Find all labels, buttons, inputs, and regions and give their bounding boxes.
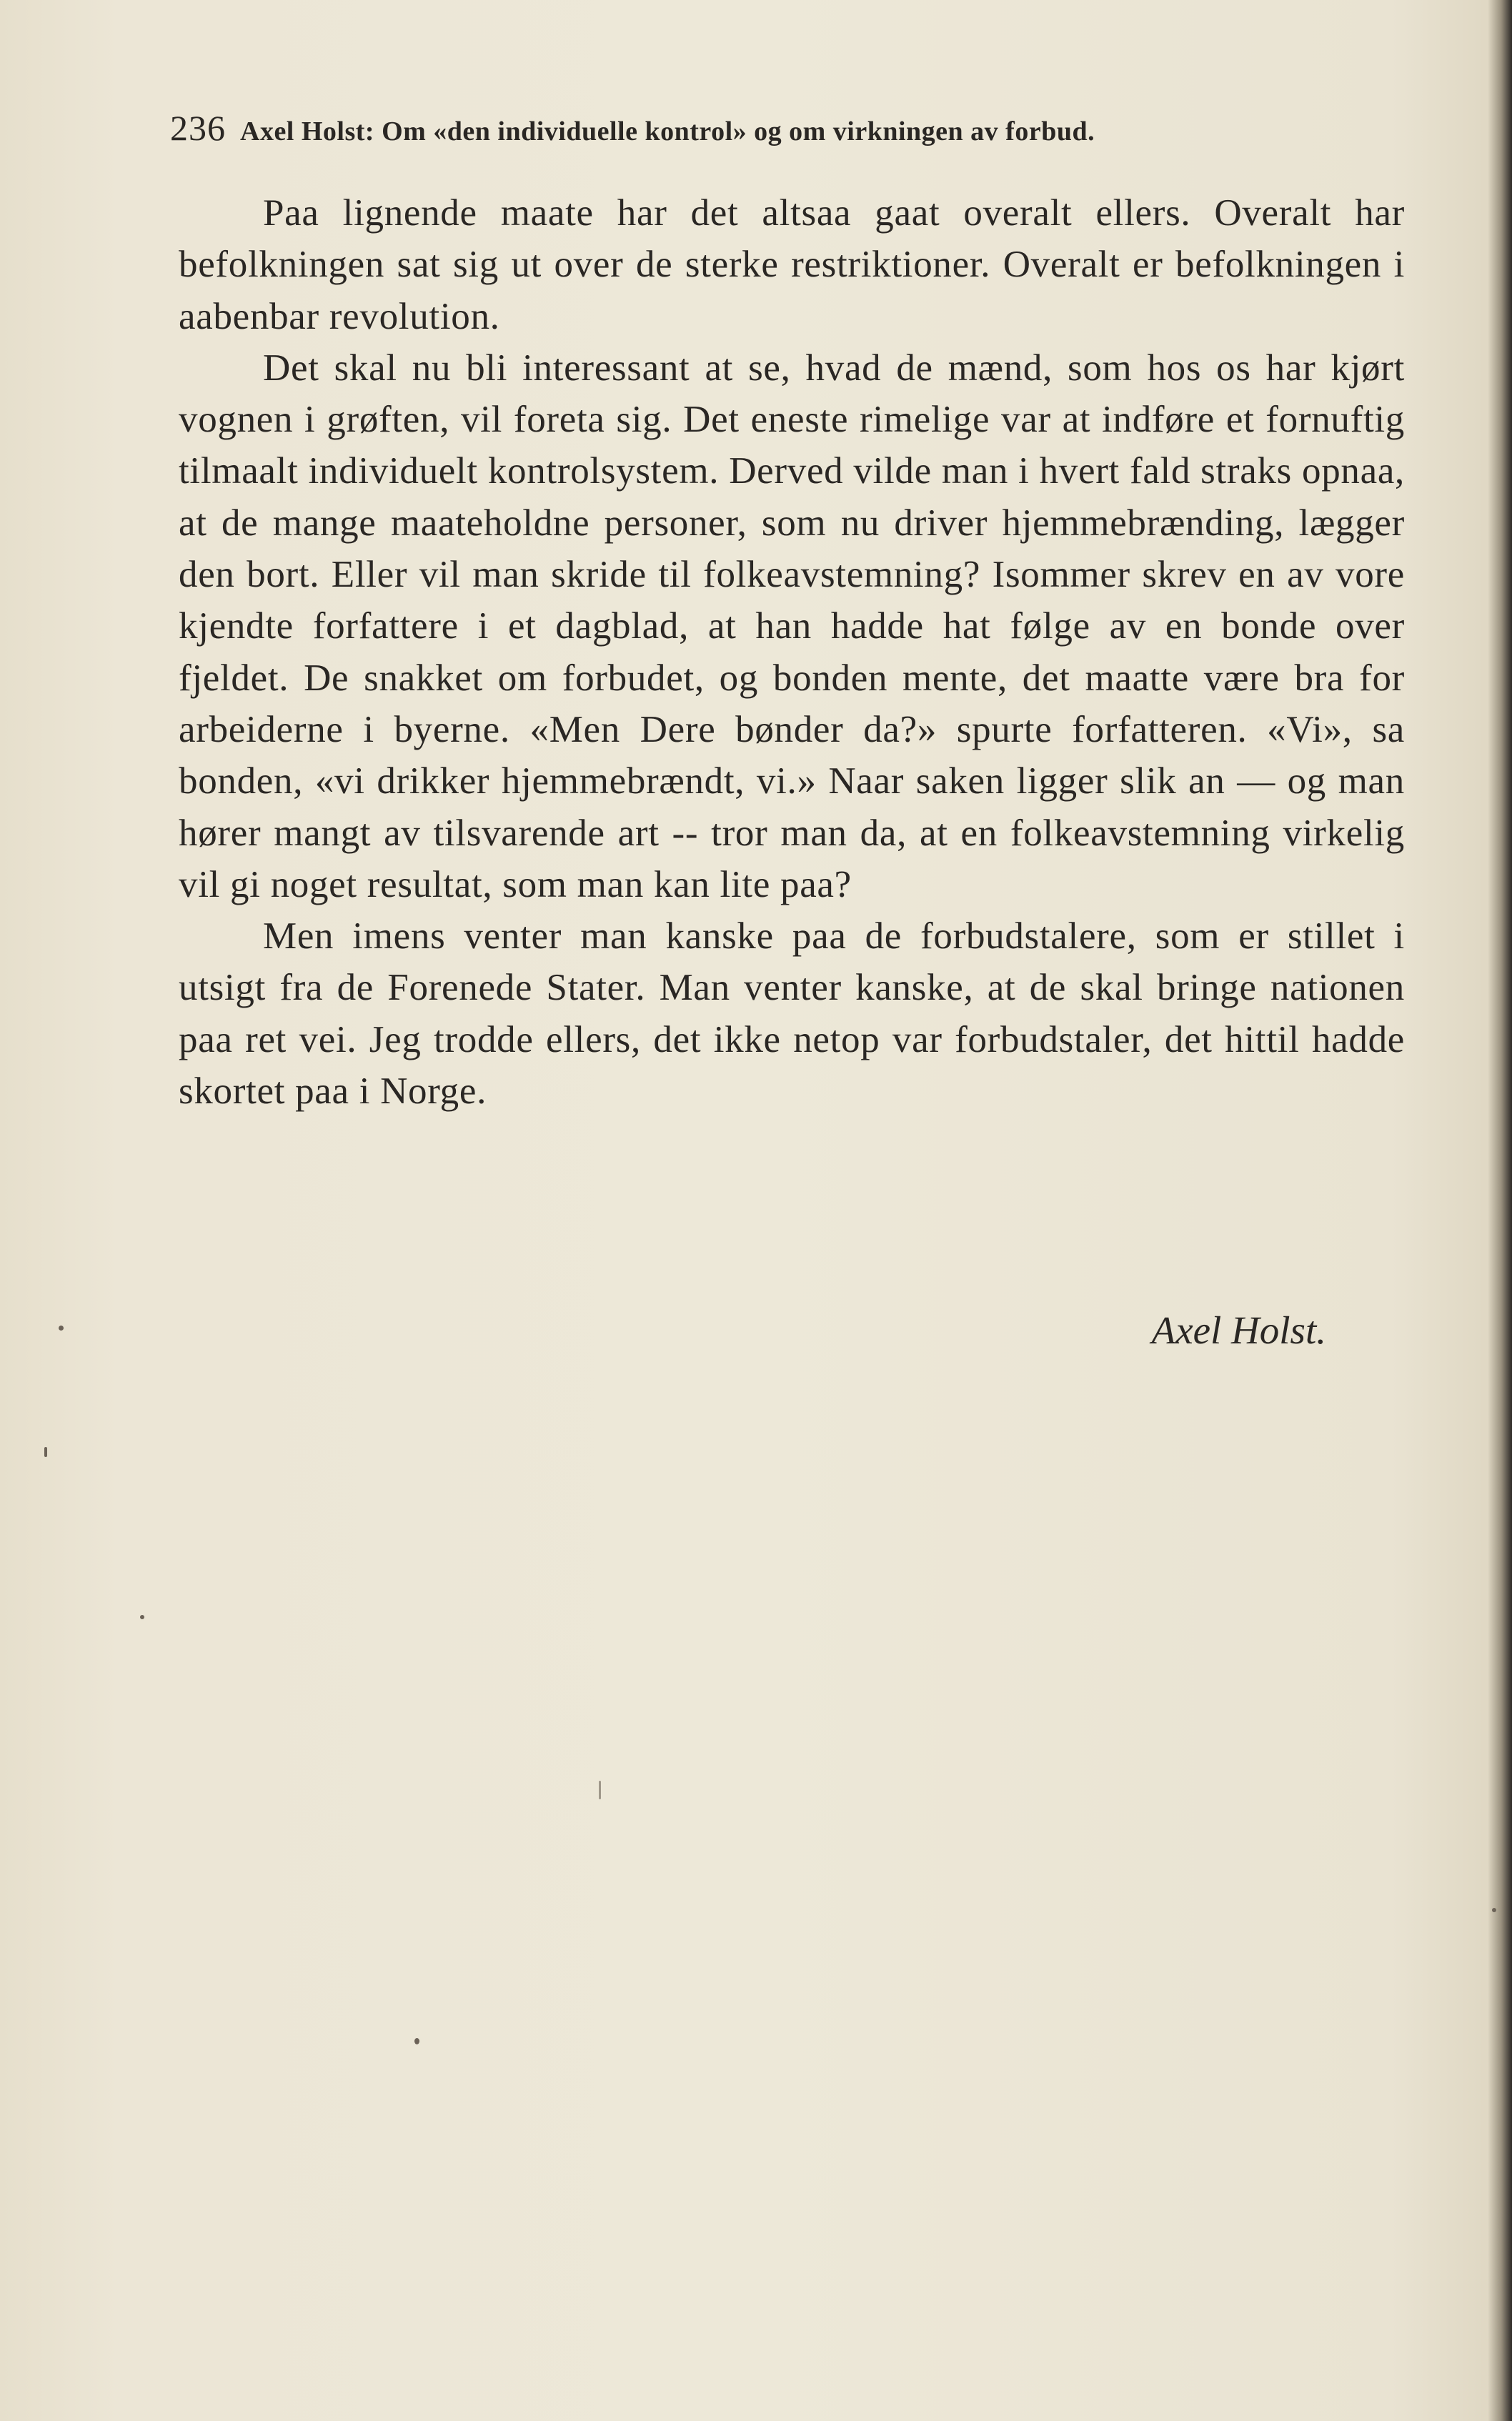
- author-signature: Axel Holst.: [1151, 1308, 1326, 1352]
- paper-speck: [44, 1447, 47, 1457]
- page-number: 236: [170, 108, 226, 148]
- paragraph-1: Paa lignende maate har det altsaa gaat overalt ellers. Overalt har befolkningen sat sig ut over de sterke restriktioner. Overalt er befolkningen i aabenbar revolution.: [179, 192, 1405, 337]
- body-text: [179, 187, 1405, 1117]
- paper-speck: [1492, 1908, 1496, 1912]
- paper-speck: [140, 1615, 144, 1619]
- paper-speck: [414, 2038, 419, 2044]
- paper-speck: [59, 1326, 64, 1331]
- running-head: [170, 107, 1399, 149]
- paper-speck: [599, 1781, 601, 1799]
- binding-edge-shadow: [1488, 0, 1512, 2421]
- running-title: Axel Holst: Om «den individuelle kontrol» og om virkningen av forbud.: [240, 116, 1095, 146]
- paragraph-3: Men imens venter man kanske paa de forbudstalere, som er stillet i utsigt fra de Forenede Stater. Man venter kanske, at de skal bringe nationen paa ret vei. Jeg trodde ellers, det ikke netop var forbudstaler, det hittil hadde skortet paa i Norge.: [179, 915, 1405, 1113]
- paragraph-2: Det skal nu bli interessant at se, hvad de mænd, som hos os har kjørt vognen i grøften, vil foreta sig. Det eneste rimelige var at indføre et fornuftig tilmaalt individuelt kontrolsystem. Derved vilde man i hvert fald straks opnaa, at de mange maateholdne personer, som nu driver hjemmebrænding, lægger den bort. Eller vil man skride til folkeavstemning? Isommer skrev en av vore kjendte forfattere i et dagblad, at han hadde hat følge av en bonde over fjeldet. De snakket om forbudet, og bonden mente, det maatte være bra for arbeiderne i byerne. «Men Dere bønder da?» spurte forfatteren. «Vi», sa bonden, «vi drikker hjemmebrændt, vi.» Naar saken ligger slik an — og man hører mangt av tilsvarende art -- tror man da, at en folkeavstemning virkelig vil gi noget resultat, som man kan lite paa?: [179, 347, 1405, 905]
